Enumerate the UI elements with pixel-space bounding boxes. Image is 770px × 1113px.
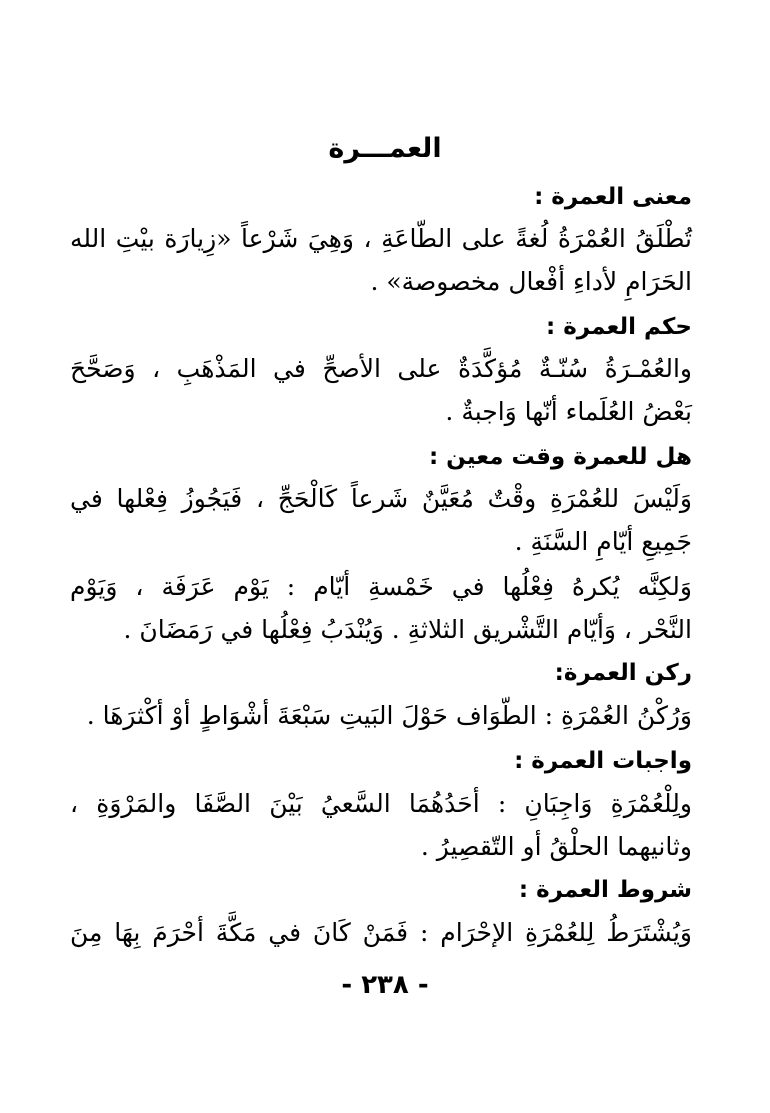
paragraph-line: ولِلْعُمْرَةِ وَاجِبَانِ : أحَدُهُمَا السَّعيُ بَيْنَ الصَّفَا والمَرْوَةِ ، [70,789,692,818]
paragraph-line: وَلَيْسَ للعُمْرَةِ وقْتٌ مُعَيَّنٌ شَرعاً كَالْحَجِّ ، فَيَجُوزُ فِعْلها في [70,484,692,513]
section-heading-obligations: واجبات العمرة : [514,748,692,774]
paragraph-line: جَمِيعِ أيّامِ السَّنَةِ . [514,527,692,556]
paragraph-line: تُطْلَقُ العُمْرَةُ لُغةً على الطّاعَةِ ، وَهِيَ شَرْعاً «زِيارَة بيْتِ الله [70,224,692,253]
section-heading-time: هل للعمرة وقت معين : [428,444,692,470]
section-heading-conditions: شروط العمرة : [518,877,692,903]
section-heading-pillar: ركن العمرة: [554,660,692,686]
page-title: العمـــرة [328,133,442,164]
page-number: - ٢٣٨ - [341,970,429,1000]
paragraph-line: الحَرَامِ لأداءِ أفْعال مخصوصة» . [370,267,692,296]
section-heading-meaning: معنى العمرة : [534,184,692,210]
paragraph-line: وَلكِنَّه يُكرهُ فِعْلُها في خَمْسةِ أيّام : يَوْم عَرَفَة ، وَيَوْم [70,572,692,601]
paragraph-line: وَرُكْنُ العُمْرَةِ : الطّوَاف حَوْلَ البَيتِ سَبْعَةَ أشْوَاطٍ أوْ أكْثرَهَا . [86,701,692,730]
paragraph-line: النَّحْر ، وَأيّام التَّشْريق الثلاثةِ . وَيُنْدَبُ فِعْلُها في رَمَضَانَ . [123,615,692,644]
paragraph-line: وثانيهما الحلْقُ أو التّقصِيرُ . [420,832,692,861]
paragraph-line: بَعْضُ العُلَماء أنّها وَاجبةٌ . [445,397,692,426]
paragraph-line: وَيُشْتَرَطُ لِلعُمْرَةِ الإحْرَام : فَمَنْ كَانَ في مَكَّةَ أحْرَمَ بِهَا مِنَ [70,918,692,947]
paragraph-line: والعُمْـرَةُ سُنّـةٌ مُؤكَّدَةٌ على الأصحِّ في المَذْهَبِ ، وَصَحَّحَ [70,354,692,383]
section-heading-ruling: حكم العمرة : [545,314,692,340]
